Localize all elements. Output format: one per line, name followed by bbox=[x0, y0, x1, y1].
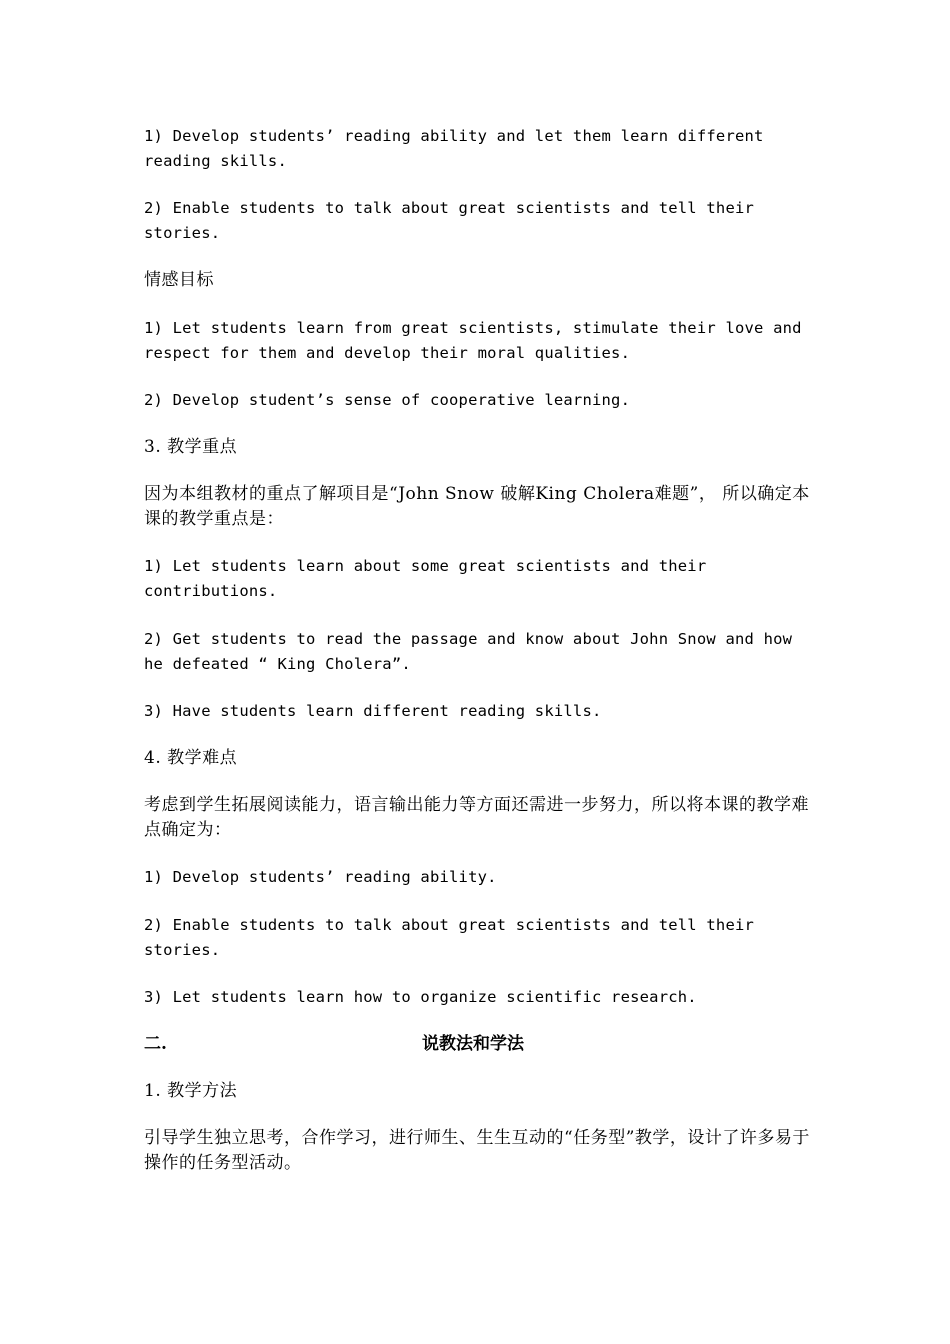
difficulty-point-3: 3) Let students learn how to organize scientific research. bbox=[144, 988, 697, 1006]
focus-point-3: 3) Have students learn different reading skills. bbox=[144, 702, 602, 720]
method-text: 引导学生独立思考，合作学习，进行师生、生生互动的“任务型”教学，设计了许多易于操作的任务型活动。 bbox=[144, 1128, 810, 1173]
emotion-goal-1: 1) Let students learn from great scientists, stimulate their love and respect for them and develop their moral qualities. bbox=[144, 319, 802, 362]
skill-goal-2: 2) Enable students to talk about great scientists and tell their stories. bbox=[144, 199, 755, 242]
emotion-goal-2: 2) Develop student’s sense of cooperative learning. bbox=[144, 391, 631, 409]
section-two-heading bbox=[144, 1032, 814, 1057]
difficulty-intro: 考虑到学生拓展阅读能力，语言输出能力等方面还需进一步努力，所以将本课的教学难点确定为： bbox=[144, 795, 809, 840]
section-two-title: 说教法和学法 bbox=[422, 1034, 524, 1054]
emotion-heading: 情感目标 bbox=[144, 270, 214, 290]
difficulty-point-2: 2) Enable students to talk about great scientists and tell their stories. bbox=[144, 916, 755, 959]
method-heading: 1. 教学方法 bbox=[144, 1081, 238, 1101]
difficulty-point-1: 1) Develop students’ reading ability. bbox=[144, 868, 497, 886]
section-two-number: 二. bbox=[144, 1034, 167, 1054]
skill-goal-1: 1) Develop students’ reading ability and let them learn different reading skills. bbox=[144, 127, 764, 170]
focus-intro: 因为本组教材的重点了解项目是“John Snow 破解King Cholera难题”， 所以确定本课的教学重点是： bbox=[144, 484, 810, 529]
focus-point-2: 2) Get students to read the passage and know about John Snow and how he defeated “ King Cholera”. bbox=[144, 630, 793, 673]
focus-point-1: 1) Let students learn about some great scientists and their contributions. bbox=[144, 557, 707, 600]
difficulty-heading: 4. 教学难点 bbox=[144, 748, 238, 768]
focus-heading: 3. 教学重点 bbox=[144, 437, 238, 457]
